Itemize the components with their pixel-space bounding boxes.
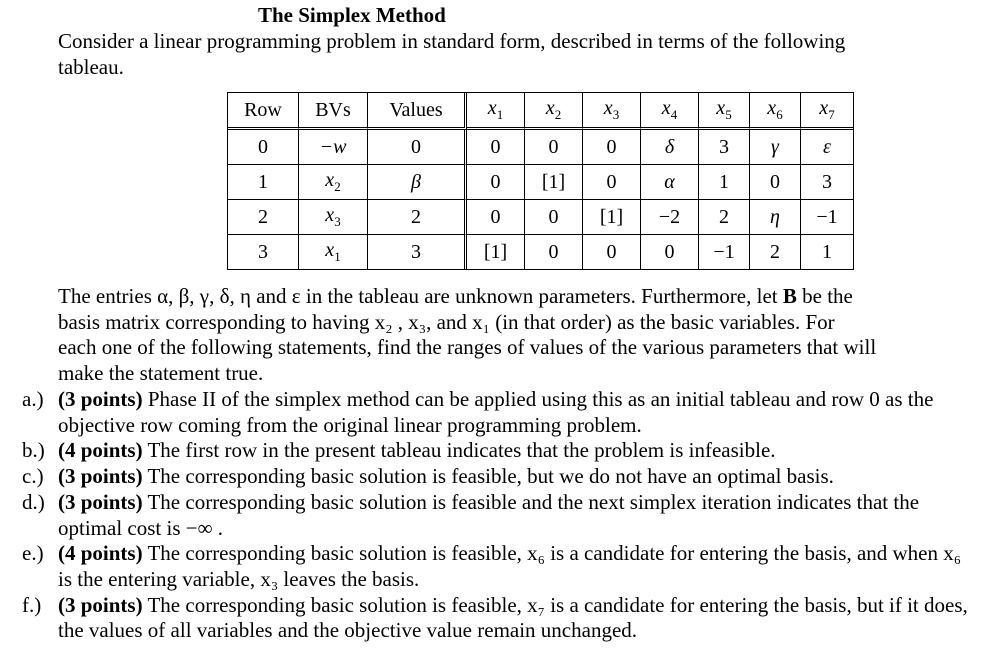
tableau-cell: 0 [228,130,299,165]
tableau-cell: 0 [368,130,467,165]
tableau-cell [299,200,368,235]
question-item [22,593,972,644]
tableau-cell: −1 [801,200,853,235]
variable-symbol: $x_7$ [819,97,835,122]
tableau-cell [299,165,368,200]
tableau-row [228,130,853,165]
tableau-cell: 3 [699,130,750,165]
question-item [22,464,972,490]
tableau-cell: 3 [368,235,467,269]
intro-text: Consider a linear programming problem in standard form, described in terms of the following tableau. [58,29,846,79]
question-item [22,387,972,438]
question-list [22,387,972,644]
question-label: e.) [22,541,44,566]
variable-symbol: $x_2$ [325,169,341,194]
tableau-header-cell: Row [228,93,299,130]
tableau-cell: [1] [583,200,641,235]
question-text: The corresponding basic solution is feasible, x₆ is a candidate for entering the basis, and when x₆ is the entering variable, x₃ leaves the basis. [58,541,962,591]
tableau-header-cell: Values [368,93,467,130]
tableau-cell: −w [299,130,368,165]
tableau-cell: 0 [525,200,583,235]
simplex-tableau [227,92,854,270]
tableau-cell: 0 [467,130,525,165]
tableau-cell: −1 [699,235,750,269]
tableau-cell: α [641,165,699,200]
tableau-row [228,235,853,269]
question-text: Phase II of the simplex method can be applied using this as an initial tableau and row 0 as the objective row coming from the original linear programming problem. [58,387,934,437]
tableau-header-cell [801,93,853,130]
variable-symbol: $x_5$ [716,97,732,122]
variable-symbol: $x_6$ [767,97,783,122]
tableau-cell: 0 [641,235,699,269]
tableau-cell: ε [801,130,853,165]
variable-symbol: $x_4$ [661,97,678,122]
tableau-header-row [228,93,853,130]
tableau-cell: 2 [368,200,467,235]
tableau-cell: γ [750,130,801,165]
tableau-cell: 0 [750,165,801,200]
question-points: (3 points) [58,592,143,617]
tableau-cell: 3 [801,165,853,200]
tableau-cell: 0 [525,130,583,165]
variable-symbol: $x_3$ [603,97,620,122]
variable-symbol: $x_1$ [325,239,341,264]
question-label: c.) [22,464,44,489]
tableau-cell [299,235,368,269]
variable-symbol: $x_1$ [487,97,504,122]
tableau-cell: 2 [228,200,299,235]
tableau-cell: 0 [467,200,525,235]
tableau-cell: 0 [583,130,641,165]
question-text: The corresponding basic solution is feasible, x₇ is a candidate for entering the basis, but if it does, the values of all variables and the objective value remain unchanged. [58,592,968,643]
tableau-cell: 0 [583,235,641,269]
tableau-header-cell [641,93,699,130]
paragraph-part-2: be the basis matrix corresponding to having x₂ , x₃, and x₁ (in that order) as the basic variables. For each one of the following statements, find the ranges of values of the various parameters that will make the statement true. [58,284,877,386]
question-item [22,438,972,464]
question-text: The first row in the present tableau indicates that the problem is infeasible. [142,438,776,463]
question-item [22,490,972,541]
question-label: d.) [22,489,45,514]
tableau-row [228,200,853,235]
tableau-row [228,165,853,200]
tableau-cell: [1] [525,165,583,200]
tableau-cell: η [750,200,801,235]
question-label: f.) [22,592,42,617]
tableau-header-cell [583,93,641,130]
question-points: (3 points) [58,387,143,411]
tableau-header-cell [467,93,525,130]
tableau-cell: δ [641,130,699,165]
question-text: The corresponding basic solution is feasible, but we do not have an optimal basis. [142,464,834,489]
tableau-cell: 0 [583,165,641,200]
question-text: The corresponding basic solution is feasible and the next simplex iteration indicates that the optimal cost is −∞ . [58,489,920,540]
basis-matrix-symbol: B [782,284,797,308]
tableau-cell: 1 [699,165,750,200]
question-label: b.) [22,438,45,463]
tableau-header-cell: BVs [299,93,368,130]
tableau-cell: 0 [525,235,583,269]
tableau-cell: 0 [467,165,525,200]
tableau-cell: 3 [228,235,299,269]
variable-symbol: $x_3$ [325,204,341,229]
question-points: (4 points) [58,438,143,463]
question-points: (4 points) [58,541,143,566]
question-label: a.) [22,387,44,411]
problem-paragraph [58,284,878,387]
tableau-cell: 1 [822,240,832,263]
tableau-cell: 2 [699,200,750,235]
tableau-header-cell [699,93,750,130]
tableau-cell: 2 [750,235,801,269]
tableau-cell: β [368,165,467,200]
tableau-cell: −2 [641,200,699,235]
tableau-header-cell [750,93,801,130]
tableau-cell: 1 [228,165,299,200]
tableau-header-cell [525,93,583,130]
question-item [22,541,972,592]
question-points: (3 points) [58,464,143,489]
question-points: (3 points) [58,489,143,514]
variable-symbol: $x_2$ [545,97,562,122]
paragraph-part-1: The entries α, β, γ, δ, η and ε in the tableau are unknown parameters. Furthermore, let [58,284,783,308]
tableau-cell: [1] [467,235,525,269]
page-title: The Simplex Method [258,3,446,27]
